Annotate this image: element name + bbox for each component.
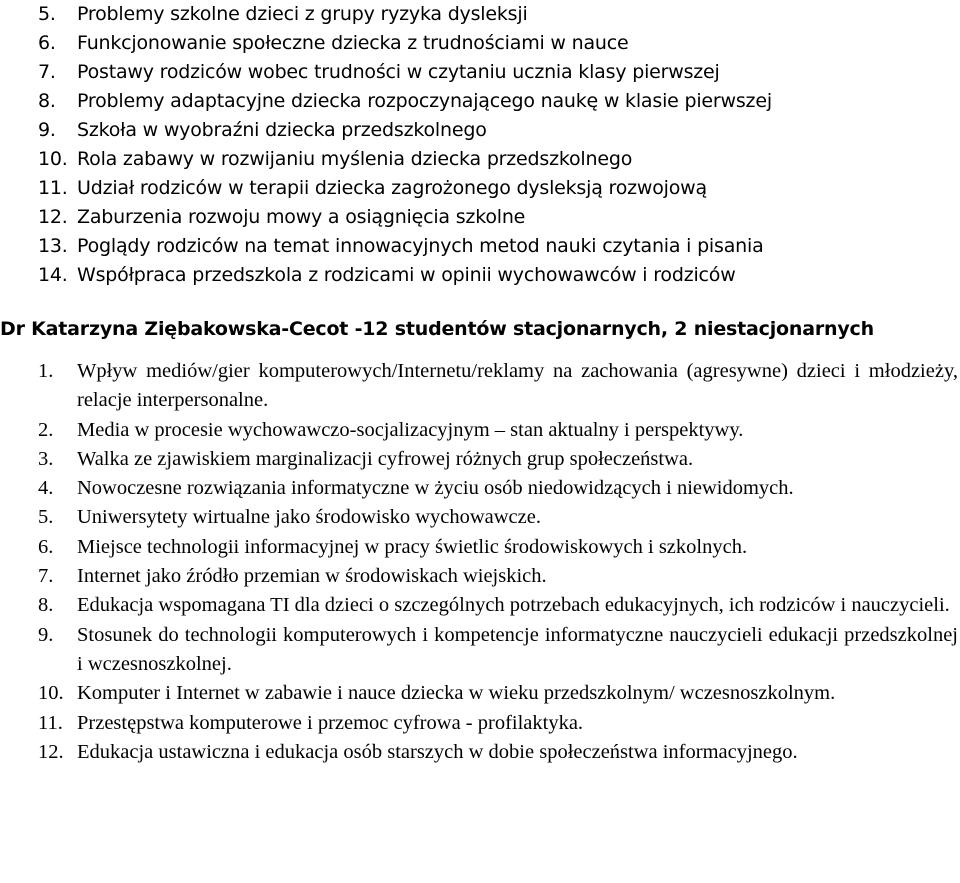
item-number: 8. (38, 594, 54, 617)
item-text: Edukacja wspomagana TI dla dzieci o szczególnych potrzebach edukacyjnych, ich rodziców i nauczycieli. (77, 594, 950, 617)
item-text: Stosunek do technologii komputerowych i kompetencje informatyczne nauczycieli edukacji przedszkolnej i wczesnoszkolnej. (77, 623, 958, 675)
list-item (0, 474, 960, 503)
item-number: 7. (38, 565, 54, 588)
list-item (0, 357, 960, 416)
item-text: Rola zabawy w rozwijaniu myślenia dziecka przedszkolnego (77, 148, 633, 170)
list-item (0, 533, 960, 562)
item-number: 10. (38, 148, 68, 170)
supervisor-heading: Dr Katarzyna Ziębakowska-Cecot -12 studentów stacjonarnych, 2 niestacjonarnych (0, 318, 874, 340)
item-number: 9. (38, 623, 54, 646)
item-text: Szkoła w wyobraźni dziecka przedszkolnego (77, 119, 487, 141)
topic-list-b (0, 357, 960, 767)
list-item (0, 232, 960, 261)
item-number: 5. (38, 506, 54, 529)
item-text: Nowoczesne rozwiązania informatyczne w życiu osób niedowidzących i niewidomych. (77, 477, 794, 500)
item-number: 12. (38, 206, 68, 228)
item-number: 2. (38, 418, 54, 441)
list-item (0, 709, 960, 738)
list-item (0, 679, 960, 708)
list-item (0, 445, 960, 474)
item-number: 13. (38, 235, 68, 257)
list-item (0, 58, 960, 87)
list-item (0, 738, 960, 767)
item-number: 1. (38, 360, 54, 382)
item-number: 11. (38, 711, 63, 734)
item-number: 6. (38, 535, 54, 558)
list-item (0, 0, 960, 29)
item-text: Funkcjonowanie społeczne dziecka z trudnościami w nauce (77, 32, 629, 54)
item-number: 7. (38, 61, 56, 83)
item-number: 11. (38, 177, 68, 199)
item-number: 6. (38, 32, 56, 54)
item-text: Komputer i Internet w zabawie i nauce dziecka w wieku przedszkolnym/ wczesnoszkolnym. (77, 682, 836, 705)
list-item (0, 116, 960, 145)
item-text: Walka ze zjawiskiem marginalizacji cyfrowej różnych grup społeczeństwa. (77, 447, 694, 470)
item-text: Problemy szkolne dzieci z grupy ryzyka dysleksji (77, 3, 528, 25)
list-item (0, 591, 960, 620)
item-number: 8. (38, 90, 56, 112)
item-number: 14. (38, 264, 68, 286)
item-text: Edukacja ustawiczna i edukacja osób starszych w dobie społeczeństwa informacyjnego. (77, 740, 798, 763)
item-number: 12. (38, 740, 64, 763)
item-number: 5. (38, 3, 56, 25)
item-text: Poglądy rodziców na temat innowacyjnych metod nauki czytania i pisania (77, 235, 764, 257)
item-text: Uniwersytety wirtualne jako środowisko wychowawcze. (77, 506, 541, 529)
list-item (0, 174, 960, 203)
list-item (0, 562, 960, 591)
list-item (0, 621, 960, 680)
item-text: Postawy rodziców wobec trudności w czytaniu ucznia klasy pierwszej (77, 61, 720, 83)
item-text: Zaburzenia rozwoju mowy a osiągnięcia szkolne (77, 206, 526, 228)
list-item (0, 145, 960, 174)
topic-list-a (0, 0, 960, 290)
item-text: Przestępstwa komputerowe i przemoc cyfrowa - profilaktyka. (77, 711, 584, 734)
item-text: Udział rodziców w terapii dziecka zagrożonego dysleksją rozwojową (77, 177, 707, 199)
item-number: 4. (38, 477, 54, 500)
item-text: Problemy adaptacyjne dziecka rozpoczynającego naukę w klasie pierwszej (77, 90, 772, 112)
list-item (0, 203, 960, 232)
item-number: 9. (38, 119, 56, 141)
item-text: Media w procesie wychowawczo-socjalizacyjnym – stan aktualny i perspektywy. (77, 418, 744, 441)
list-item (0, 29, 960, 58)
item-number: 10. (38, 682, 64, 705)
item-text: Miejsce technologii informacyjnej w pracy świetlic środowiskowych i szkolnych. (77, 535, 748, 558)
item-text: Wpływ mediów/gier komputerowych/Internetu/reklamy na zachowania (agresywne) dzieci i młodzieży, relacje interpersonalne. (77, 360, 958, 412)
item-text: Internet jako źródło przemian w środowiskach wiejskich. (77, 565, 547, 588)
list-item (0, 261, 960, 290)
list-item (0, 503, 960, 532)
item-number: 3. (38, 447, 54, 470)
list-item (0, 416, 960, 445)
list-item (0, 87, 960, 116)
item-text: Współpraca przedszkola z rodzicami w opinii wychowawców i rodziców (77, 264, 736, 286)
